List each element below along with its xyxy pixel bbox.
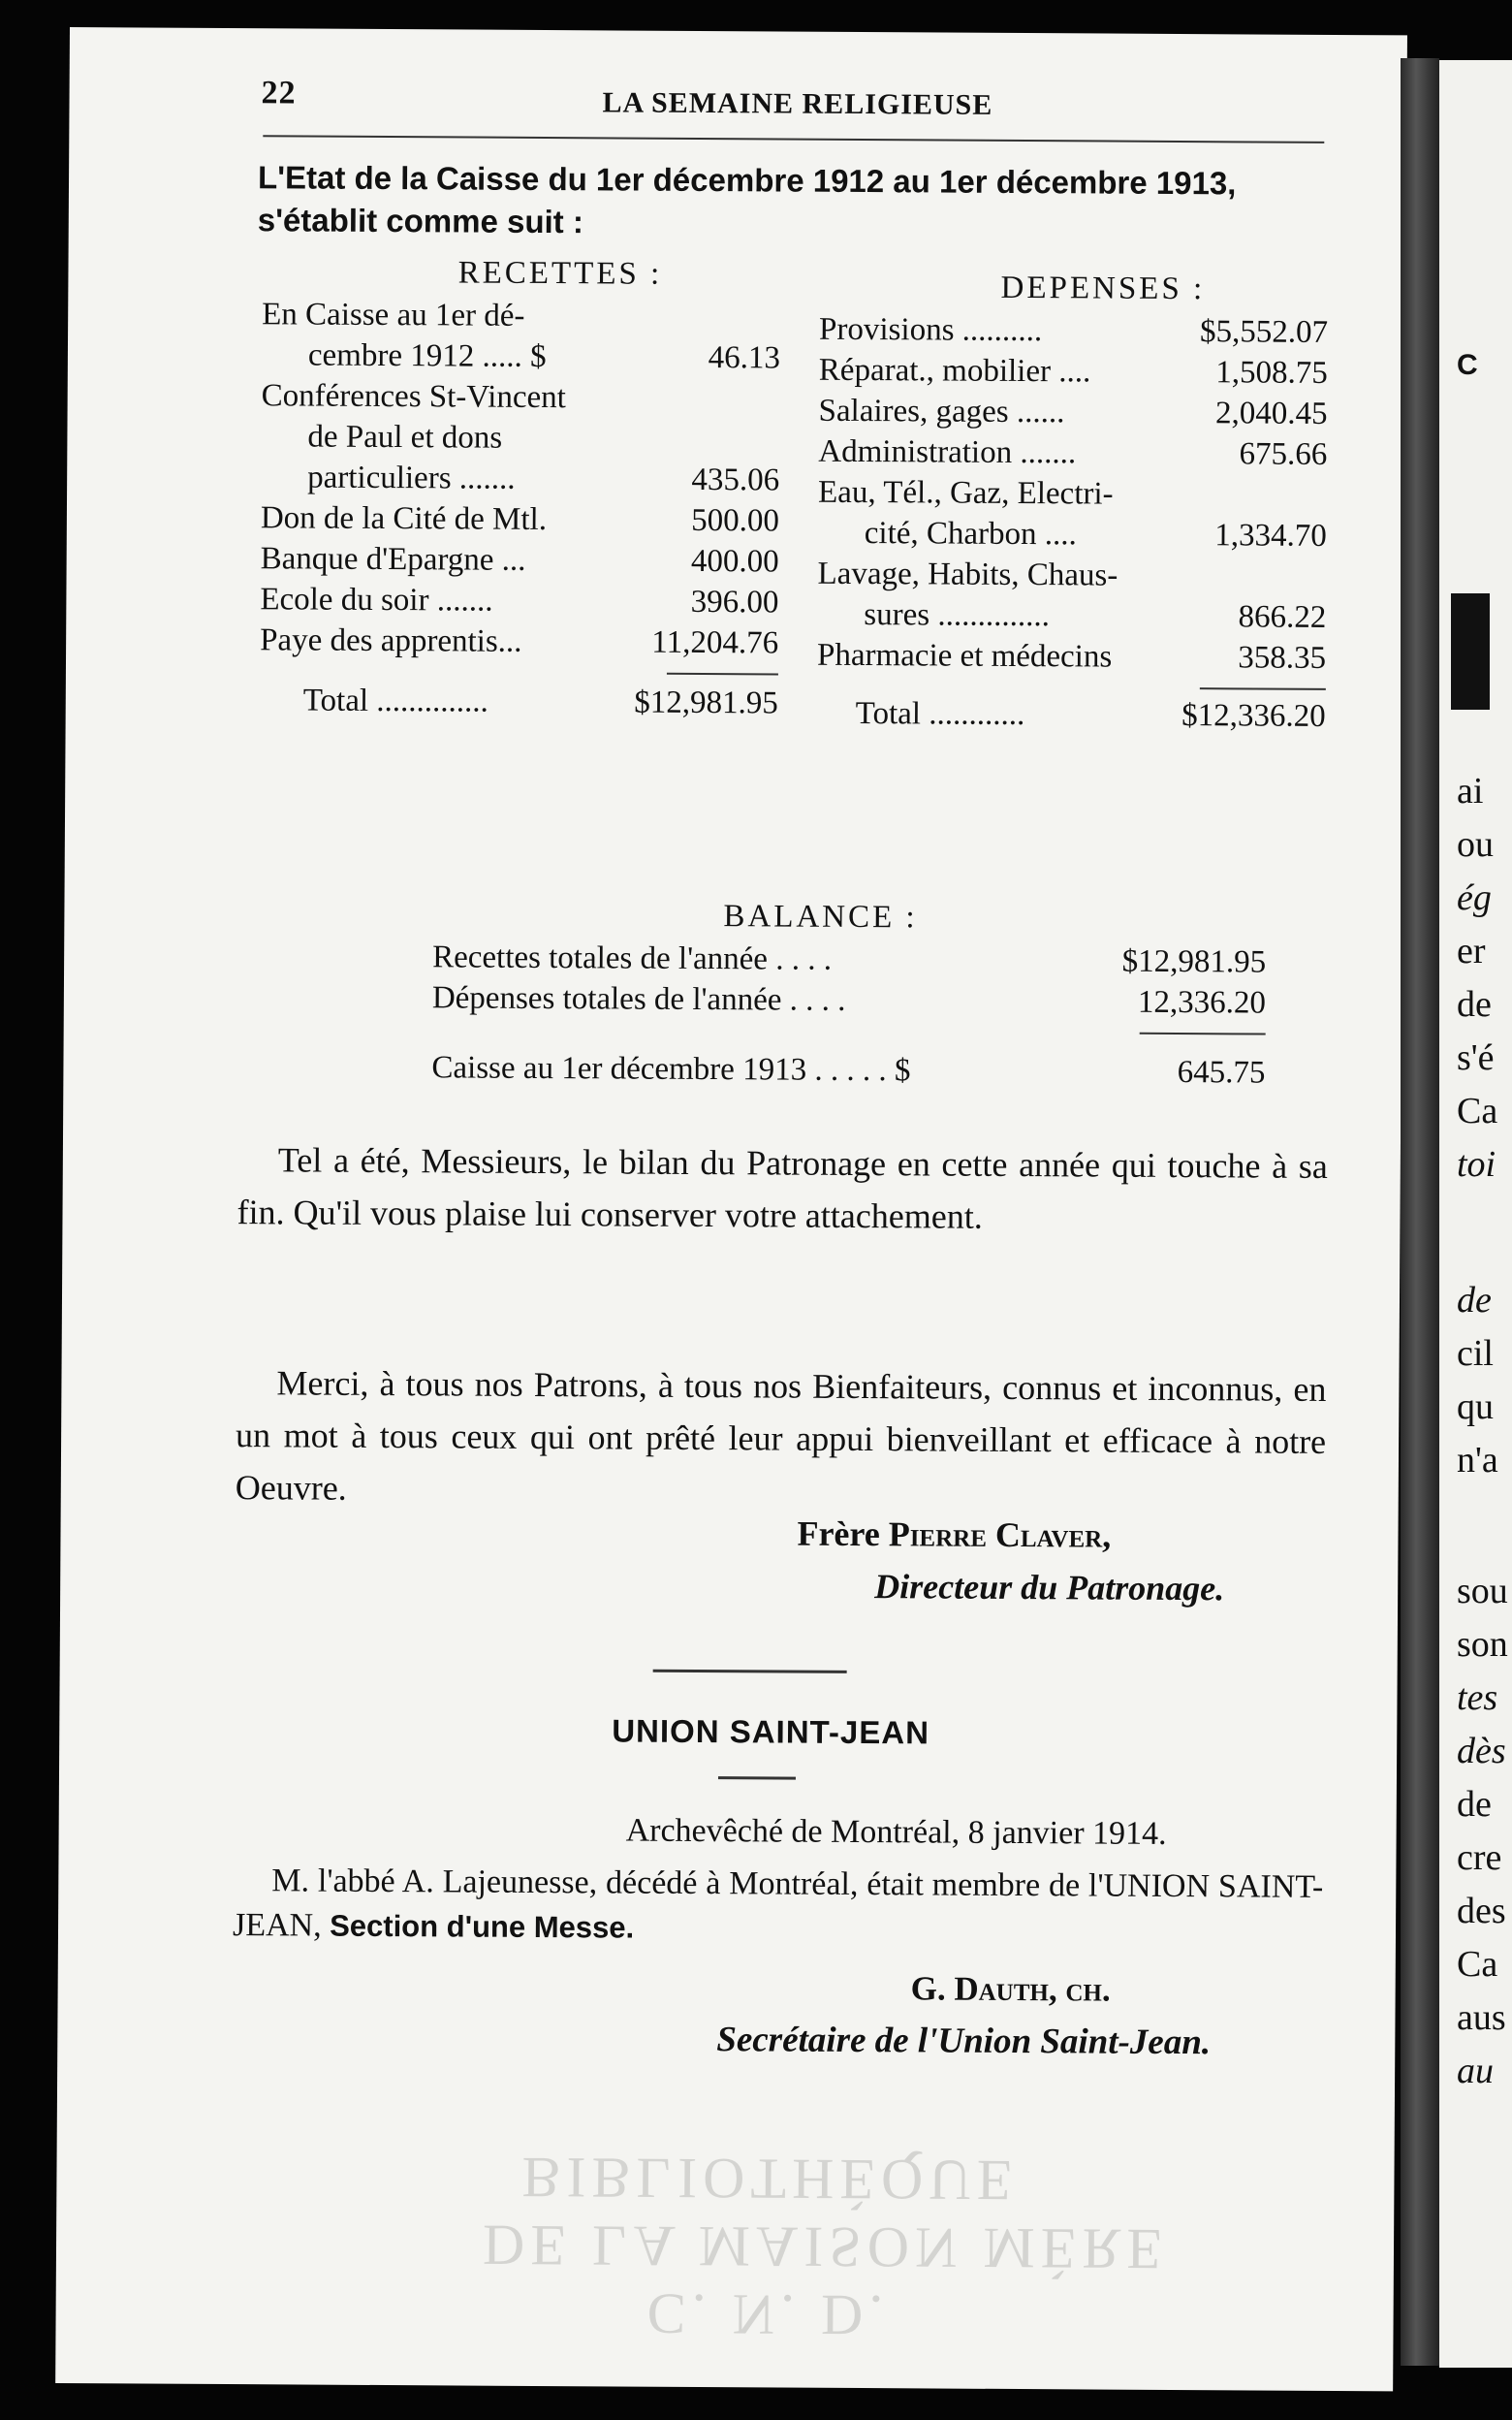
library-stamp-bleedthrough: BIBLIOTHÈQUE [521,2145,1019,2213]
facing-page-fragment [1439,60,1512,2368]
signature-title: Directeur du Patronage. [874,1567,1225,1608]
recettes-heading: RECETTES : [457,255,663,292]
facing-text-fragment: de [1457,984,1492,1025]
facing-text-fragment: ou [1457,824,1494,865]
recettes-row: cembre 1912 ..... $ 46.13 [307,337,781,376]
facing-text-fragment: toi [1457,1144,1496,1185]
facing-text-fragment: sou [1457,1571,1508,1611]
union-dateline: Archevêché de Montréal, 8 janvier 1914. [625,1812,1167,1852]
balance-row: Recettes totales de l'année . . . . $12,981.95 [432,939,1267,980]
facing-text-fragment: au [1457,2051,1494,2091]
facing-text-fragment: ég [1457,877,1492,918]
book-spine-edge [1401,58,1439,2366]
union-signature-name: G. Dauth, ch. [910,1969,1111,2009]
union-title: UNION SAINT-JEAN [612,1712,930,1751]
facing-text-fragment: C [1457,349,1478,381]
depenses-row: cité, Charbon .... 1,334.70 [864,516,1327,554]
library-stamp-bleedthrough: DE LA MAISON MÈRE [482,2213,1169,2281]
depenses-total: Total ............ $12,336.20 [855,695,1326,734]
recettes-row: Don de la Cité de Mtl. 500.00 [260,500,780,539]
depenses-column [817,265,1329,737]
depenses-row: sures .............. 866.22 [864,597,1327,635]
depenses-row: Administration ....... 675.66 [818,433,1328,472]
depenses-row: Provisions .......... $5,552.07 [819,311,1329,350]
balance-heading: BALANCE : [723,899,918,936]
balance-rule [1140,1023,1266,1035]
recettes-total: Total .............. $12,981.95 [302,683,778,721]
signature-name: Frère Pierre Claver, [797,1513,1112,1555]
depenses-row: Lavage, Habits, Chaus- [817,556,1118,593]
facing-text-fragment: ai [1457,771,1484,812]
depenses-row: Réparat., mobilier .... 1,508.75 [818,352,1328,391]
intro-text: L'Etat de la Caisse du 1er décembre 1912 au 1er décembre 1913, s'établit comme suit : [257,159,1237,240]
book-page [55,27,1407,2391]
union-notice: M. l'abbé A. Lajeunesse, décédé à Montréal, était membre de l'UNION SAINT-JEAN, Section d'une Messe. [232,1863,1324,1945]
facing-text-fragment: n'a [1457,1440,1498,1481]
facing-text-fragment: cil [1457,1333,1494,1374]
section-divider [653,1670,847,1673]
facing-text-fragment: Ca [1457,1944,1498,1985]
facing-text-fragment: de [1457,1280,1492,1321]
depenses-total-rule [1200,678,1326,690]
facing-text-fragment: s'é [1457,1037,1495,1078]
thanks-paragraph: Merci, à tous nos Patrons, à tous nos Bienfaiteurs, connus et inconnus, en un mot à tous ceux qui ont prêté leur appui bienveillant et efficace à notre Oeuvre. [235,1363,1327,1508]
facing-text-fragment: qu [1457,1386,1494,1427]
page-number: 22 [261,75,297,111]
facing-text-fragment: de [1457,1784,1492,1825]
library-stamp-bleedthrough: C. N. D. [646,2281,890,2348]
facing-page-ornament [1451,593,1490,710]
facing-text-fragment: dès [1457,1731,1506,1771]
recettes-column [260,249,781,723]
running-header: LA SEMAINE RELIGIEUSE [602,86,993,121]
recettes-row: En Caisse au 1er dé- [262,297,525,334]
balance-caisse: Caisse au 1er décembre 1913 . . . . . $ 645.75 [431,1050,1266,1091]
recettes-row: particuliers ....... 435.06 [307,460,780,498]
facing-text-fragment: tes [1457,1677,1498,1718]
depenses-heading: DEPENSES : [1000,270,1206,307]
facing-text-fragment: Ca [1457,1091,1498,1131]
union-title-rule [718,1776,796,1779]
union-signature-title: Secrétaire de l'Union Saint-Jean. [716,2020,1212,2063]
recettes-row: Banque d'Epargne ... 400.00 [260,541,779,580]
depenses-row: Eau, Tél., Gaz, Electri- [817,474,1114,512]
recettes-total-rule [667,663,778,676]
facing-text-fragment: son [1457,1624,1508,1665]
recettes-row: Conférences St-Vincent [261,378,566,416]
facing-text-fragment: er [1457,931,1486,971]
balance-block [431,892,1266,1093]
depenses-row: Pharmacie et médecins 358.35 [816,637,1327,676]
recettes-row: Ecole du soir ....... 396.00 [260,582,779,621]
balance-row: Dépenses totales de l'année . . . . 12,336.20 [431,980,1266,1021]
closing-paragraph: Tel a été, Messieurs, le bilan du Patronage en cette année qui touche à sa fin. Qu'il vous plaise lui conserver votre attachement. [236,1140,1328,1236]
facing-text-fragment: cre [1457,1837,1502,1878]
recettes-row: Paye des apprentis... 11,204.76 [260,622,779,661]
facing-text-fragment: aus [1457,1997,1506,2038]
header-rule [263,135,1324,143]
recettes-row: de Paul et dons [307,419,503,456]
depenses-row: Salaires, gages ...... 2,040.45 [818,393,1328,431]
facing-text-fragment: des [1457,1891,1506,1931]
